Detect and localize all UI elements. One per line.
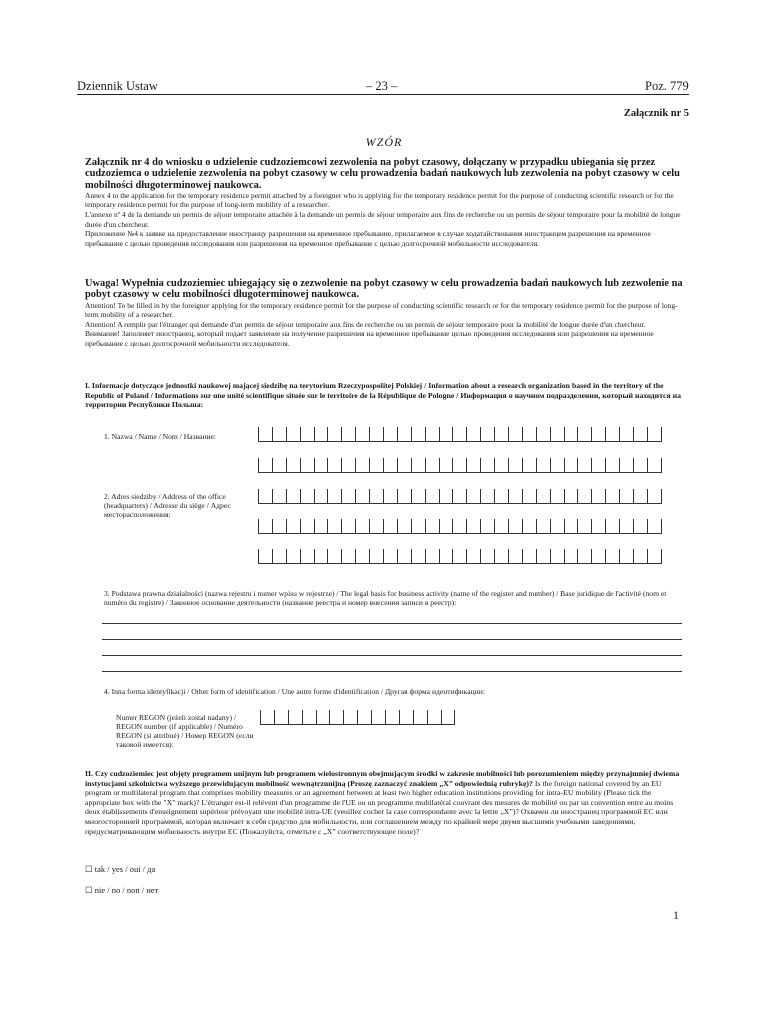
char-box[interactable]	[397, 458, 412, 473]
title-pl: Załącznik nr 4 do wniosku o udzielenie cudzoziemcowi zezwolenia na pobyt czasowy, dołączany w przypadku ubiegania się przez cudzoziemca o udzielenie zezwolenia na pobyt czasowy w celu prowadzenia badań naukowych lub zezwolenia na pobyt czasowy w celu mobilności długoterminowej naukowca.	[85, 157, 680, 191]
char-box[interactable]	[369, 549, 384, 564]
char-box[interactable]	[619, 549, 634, 564]
char-box[interactable]	[522, 458, 537, 473]
char-box[interactable]	[564, 489, 579, 504]
legal-basis-line-1[interactable]	[102, 623, 682, 624]
regon-label: Numer REGON (jeżeli został nadany) / REGON number (if applicable) / Numéro REGON (si attribué) / Номер REGON (если таковой имеется):	[116, 713, 254, 749]
char-box[interactable]	[272, 427, 287, 442]
char-box[interactable]	[605, 489, 620, 504]
char-box[interactable]	[508, 458, 523, 473]
char-box[interactable]	[466, 427, 481, 442]
char-box[interactable]	[411, 489, 426, 504]
char-box[interactable]	[369, 519, 384, 534]
section2-text: Is the foreign national covered by an EU program or multilateral program that comprises mobility measures or an agreement between at least two higher education institutions providing for intra-EU mobility (Please tick the appropriate box with the "X" mark)? L'étranger est-il relévent d'un programme de l'UE ou un programme multilatéral couvrant des mesures de mobilité ou par un convention entre au moins deux établissements d'enseignement supérieur prévoyant une mobilité intra-UE (veuillez cocher la case correspondante avec la lettre „X”)? Охвачен ли иностранец программой ЕС или многосторонней программой, которая включает в себя средство для мобильности, или соглашением между по крайней мере двумя высшими учебными заведениями, предусматривающим мобильность внутри ЕС (Пожалуйста, отметьте с „X” соответствующее поле)?	[85, 778, 674, 836]
char-box[interactable]	[564, 549, 579, 564]
char-box[interactable]	[452, 549, 467, 564]
char-box[interactable]	[425, 458, 440, 473]
header-rule	[77, 94, 689, 95]
char-box[interactable]	[397, 519, 412, 534]
char-box[interactable]	[411, 458, 426, 473]
note-ru: Внимание! Заполняет иностранец, который подает заявление на получение разрешения на временное пребывание целью проведения исследования или разрешения на временное пребывание с целью долгосрочной мобильности исследователя.	[85, 329, 654, 348]
char-box[interactable]	[633, 458, 648, 473]
char-box[interactable]	[647, 549, 662, 564]
char-box[interactable]	[343, 710, 358, 725]
char-box[interactable]	[300, 549, 315, 564]
char-box[interactable]	[258, 549, 273, 564]
char-box[interactable]	[272, 519, 287, 534]
char-box[interactable]	[550, 458, 565, 473]
title-fr: L'annexe nº 4 de la demande un permis de séjour temporaire attachée à la demande un permis de séjour temporaire aux fins de recherche ou un permis de séjour temporaire pour la mobilité de longue durée d'un chercheur.	[85, 210, 681, 229]
wzor-title: WZÓR	[365, 135, 403, 149]
char-box[interactable]	[341, 489, 356, 504]
char-box[interactable]	[314, 549, 329, 564]
char-box[interactable]	[633, 549, 648, 564]
char-box[interactable]	[647, 519, 662, 534]
char-box[interactable]	[522, 519, 537, 534]
section1-heading: I. Informacje dotyczące jednostki naukowej mającej siedzibę na terytorium Rzeczypospolitej Polskiej / Information about a research organization based in the territory of the Republic of Poland / Informations sur une unité scientifique située sur le territoire de la République de Pologne / Информация о научном подразделении, который находится на территории Республики Польша:	[85, 381, 682, 410]
char-box[interactable]	[508, 489, 523, 504]
char-box[interactable]	[564, 427, 579, 442]
note-block	[85, 278, 685, 349]
char-box[interactable]	[371, 710, 386, 725]
char-box[interactable]	[286, 519, 301, 534]
char-box[interactable]	[439, 489, 454, 504]
char-box[interactable]	[383, 489, 398, 504]
char-box[interactable]	[300, 458, 315, 473]
char-box[interactable]	[494, 427, 509, 442]
char-box[interactable]	[258, 489, 273, 504]
char-box[interactable]	[577, 549, 592, 564]
address-boxes-row1[interactable]	[258, 489, 661, 504]
char-box[interactable]	[369, 458, 384, 473]
field-address-label: 2. Adres siedziby / Address of the office (headquarters) / Adresse du siège / Адрес месторасположения:	[104, 492, 231, 519]
char-box[interactable]	[494, 519, 509, 534]
char-box[interactable]	[439, 458, 454, 473]
char-box[interactable]	[550, 519, 565, 534]
char-box[interactable]	[508, 519, 523, 534]
char-box[interactable]	[258, 519, 273, 534]
char-box[interactable]	[633, 427, 648, 442]
option-yes[interactable]	[85, 864, 155, 875]
char-box[interactable]	[619, 519, 634, 534]
char-box[interactable]	[550, 427, 565, 442]
option-no[interactable]	[85, 885, 158, 896]
char-box[interactable]	[327, 489, 342, 504]
char-box[interactable]	[480, 519, 495, 534]
char-box[interactable]	[508, 549, 523, 564]
char-box[interactable]	[383, 427, 398, 442]
regon-boxes[interactable]	[260, 710, 454, 725]
char-box[interactable]	[341, 549, 356, 564]
char-box[interactable]	[536, 489, 551, 504]
char-box[interactable]	[260, 710, 275, 725]
char-box[interactable]	[355, 427, 370, 442]
char-box[interactable]	[411, 427, 426, 442]
char-box[interactable]	[258, 427, 273, 442]
legal-basis-line-3[interactable]	[102, 655, 682, 656]
char-box[interactable]	[633, 519, 648, 534]
page-indicator: – 23 –	[366, 79, 398, 93]
char-box[interactable]	[577, 427, 592, 442]
char-box[interactable]	[605, 519, 620, 534]
char-box[interactable]	[355, 519, 370, 534]
name-boxes-row1[interactable]	[258, 427, 661, 442]
char-box[interactable]	[383, 549, 398, 564]
char-box[interactable]	[341, 519, 356, 534]
char-box[interactable]	[286, 427, 301, 442]
field-name-label: 1. Nazwa / Name / Nom / Название:	[104, 432, 217, 441]
legal-basis-line-4[interactable]	[102, 671, 682, 672]
char-box[interactable]	[399, 710, 414, 725]
char-box[interactable]	[452, 427, 467, 442]
checkbox-icon[interactable]: ☐	[85, 885, 93, 895]
char-box[interactable]	[591, 427, 606, 442]
char-box[interactable]	[300, 489, 315, 504]
char-box[interactable]	[425, 427, 440, 442]
char-box[interactable]	[605, 549, 620, 564]
title-ru: Приложение №4 к заявке на предоставление иностранцу разрешения на временное пребывание, прилагаемое в случае ходатайствования иностранцем разрешения на временное пребывание с целью проведения исследования или разрешения на временное пребывание с целью долгосрочной мобильности исследователя.	[85, 229, 651, 248]
char-box[interactable]	[494, 549, 509, 564]
char-box[interactable]	[605, 427, 620, 442]
char-box[interactable]	[466, 519, 481, 534]
char-box[interactable]	[466, 458, 481, 473]
note-pl: Uwaga! Wypełnia cudzoziemiec ubiegający się o zezwolenie na pobyt czasowy w celu prowadzenia badań naukowych lub zezwolenie na pobyt czasowy w celu mobilności długoterminowej naukowca.	[85, 278, 683, 301]
char-box[interactable]	[425, 549, 440, 564]
char-box[interactable]	[480, 489, 495, 504]
char-box[interactable]	[522, 489, 537, 504]
char-box[interactable]	[441, 710, 456, 725]
char-box[interactable]	[288, 710, 303, 725]
char-box[interactable]	[536, 458, 551, 473]
char-box[interactable]	[439, 549, 454, 564]
char-box[interactable]	[258, 458, 273, 473]
field-other-id-label: 4. Inna forma identyfikacji / Other form of identification / Une autre forme d'identification / Другая форма идентификации:	[104, 687, 485, 696]
char-box[interactable]	[480, 549, 495, 564]
char-box[interactable]	[369, 489, 384, 504]
char-box[interactable]	[619, 458, 634, 473]
char-box[interactable]	[314, 458, 329, 473]
char-box[interactable]	[619, 489, 634, 504]
char-box[interactable]	[327, 549, 342, 564]
char-box[interactable]	[355, 458, 370, 473]
char-box[interactable]	[577, 489, 592, 504]
char-box[interactable]	[300, 427, 315, 442]
name-boxes-row2[interactable]	[258, 458, 661, 473]
char-box[interactable]	[341, 458, 356, 473]
page-number: 1	[673, 908, 679, 922]
char-box[interactable]	[564, 458, 579, 473]
char-box[interactable]	[300, 519, 315, 534]
char-box[interactable]	[536, 549, 551, 564]
char-box[interactable]	[413, 710, 428, 725]
char-box[interactable]	[329, 710, 344, 725]
char-box[interactable]	[605, 458, 620, 473]
legal-basis-line-2[interactable]	[102, 639, 682, 640]
char-box[interactable]	[577, 458, 592, 473]
char-box[interactable]	[425, 519, 440, 534]
char-box[interactable]	[327, 519, 342, 534]
char-box[interactable]	[452, 458, 467, 473]
char-box[interactable]	[591, 519, 606, 534]
section2-block	[85, 769, 685, 836]
char-box[interactable]	[357, 710, 372, 725]
note-en: Attention! To be filled in by the foreigner applying for the temporary residence permit for the purpose of conducting scientific research or for the temporary residence permit for the purpose of long-term mobility of a researcher.	[85, 300, 678, 320]
char-box[interactable]	[466, 489, 481, 504]
char-box[interactable]	[522, 549, 537, 564]
char-box[interactable]	[286, 489, 301, 504]
checkbox-icon[interactable]: ☐	[85, 864, 93, 874]
char-box[interactable]	[536, 427, 551, 442]
char-box[interactable]	[564, 519, 579, 534]
char-box[interactable]	[522, 427, 537, 442]
char-box[interactable]	[550, 489, 565, 504]
char-box[interactable]	[647, 458, 662, 473]
char-box[interactable]	[274, 710, 289, 725]
char-box[interactable]	[327, 427, 342, 442]
char-box[interactable]	[591, 489, 606, 504]
char-box[interactable]	[397, 427, 412, 442]
char-box[interactable]	[272, 458, 287, 473]
char-box[interactable]	[327, 458, 342, 473]
char-box[interactable]	[272, 489, 287, 504]
annex-label: Załącznik nr 5	[623, 108, 689, 119]
char-box[interactable]	[411, 549, 426, 564]
char-box[interactable]	[466, 549, 481, 564]
char-box[interactable]	[647, 427, 662, 442]
char-box[interactable]	[494, 458, 509, 473]
char-box[interactable]	[302, 710, 317, 725]
char-box[interactable]	[341, 427, 356, 442]
char-box[interactable]	[550, 549, 565, 564]
char-box[interactable]	[316, 710, 331, 725]
position-number: Poz. 779	[645, 79, 689, 93]
char-box[interactable]	[411, 519, 426, 534]
char-box[interactable]	[383, 458, 398, 473]
char-box[interactable]	[508, 427, 523, 442]
char-box[interactable]	[439, 427, 454, 442]
char-box[interactable]	[647, 489, 662, 504]
field-legal-basis-label: 3. Podstawa prawna działalności (nazwa rejestru i numer wpisu w rejestrze) / The legal basis for business activity (name of the register and number) / Base juridique de l'activité (nom et numéro du registre) / Законное основание деятельности (название реестра и номер внесения записи в реестр):	[104, 589, 667, 607]
char-box[interactable]	[314, 489, 329, 504]
char-box[interactable]	[425, 489, 440, 504]
char-box[interactable]	[286, 549, 301, 564]
char-box[interactable]	[397, 489, 412, 504]
option-no-label: nie / no / non / нет	[94, 885, 159, 895]
char-box[interactable]	[383, 519, 398, 534]
char-box[interactable]	[439, 519, 454, 534]
char-box[interactable]	[272, 549, 287, 564]
char-box[interactable]	[577, 519, 592, 534]
option-yes-label: tak / yes / oui / да	[94, 864, 156, 874]
char-box[interactable]	[619, 427, 634, 442]
char-box[interactable]	[314, 519, 329, 534]
char-box[interactable]	[452, 489, 467, 504]
char-box[interactable]	[591, 458, 606, 473]
char-box[interactable]	[355, 489, 370, 504]
title-en: Annex 4 to the application for the temporary residence permit attached by a foreigner who is applying for the temporary residence permit for the purpose of conducting scientific research or for the temporary residence permit for the purpose of long-term mobility of a researcher.	[85, 190, 674, 210]
char-box[interactable]	[452, 519, 467, 534]
char-box[interactable]	[369, 427, 384, 442]
address-boxes-row3[interactable]	[258, 549, 661, 564]
char-box[interactable]	[385, 710, 400, 725]
char-box[interactable]	[286, 458, 301, 473]
char-box[interactable]	[536, 519, 551, 534]
char-box[interactable]	[314, 427, 329, 442]
char-box[interactable]	[480, 458, 495, 473]
char-box[interactable]	[397, 549, 412, 564]
char-box[interactable]	[633, 489, 648, 504]
title-block	[85, 157, 685, 248]
char-box[interactable]	[427, 710, 442, 725]
journal-name: Dziennik Ustaw	[77, 79, 158, 93]
address-boxes-row2[interactable]	[258, 519, 661, 534]
char-box[interactable]	[494, 489, 509, 504]
note-fr: Attention! A remplir par l'étranger qui demande d'un permis de séjour temporaire aux fins de recherche ou un permis de séjour temporaire pour la mobilité de longue durée d'un chercheur.	[85, 319, 646, 329]
section2-heading: II. Czy cudzoziemiec jest objęty programem unijnym lub programem wielostronnym obejmującym środki w zakresie mobilności lub porozumieniem między przynajmniej dwiema instytucjami szkolnictwa wyższego przewidującym mobilność wewnątrzunijną (Proszę zaznaczyć znakiem „X” odpowiednią rubrykę)?	[85, 769, 680, 788]
char-box[interactable]	[355, 549, 370, 564]
char-box[interactable]	[480, 427, 495, 442]
char-box[interactable]	[591, 549, 606, 564]
